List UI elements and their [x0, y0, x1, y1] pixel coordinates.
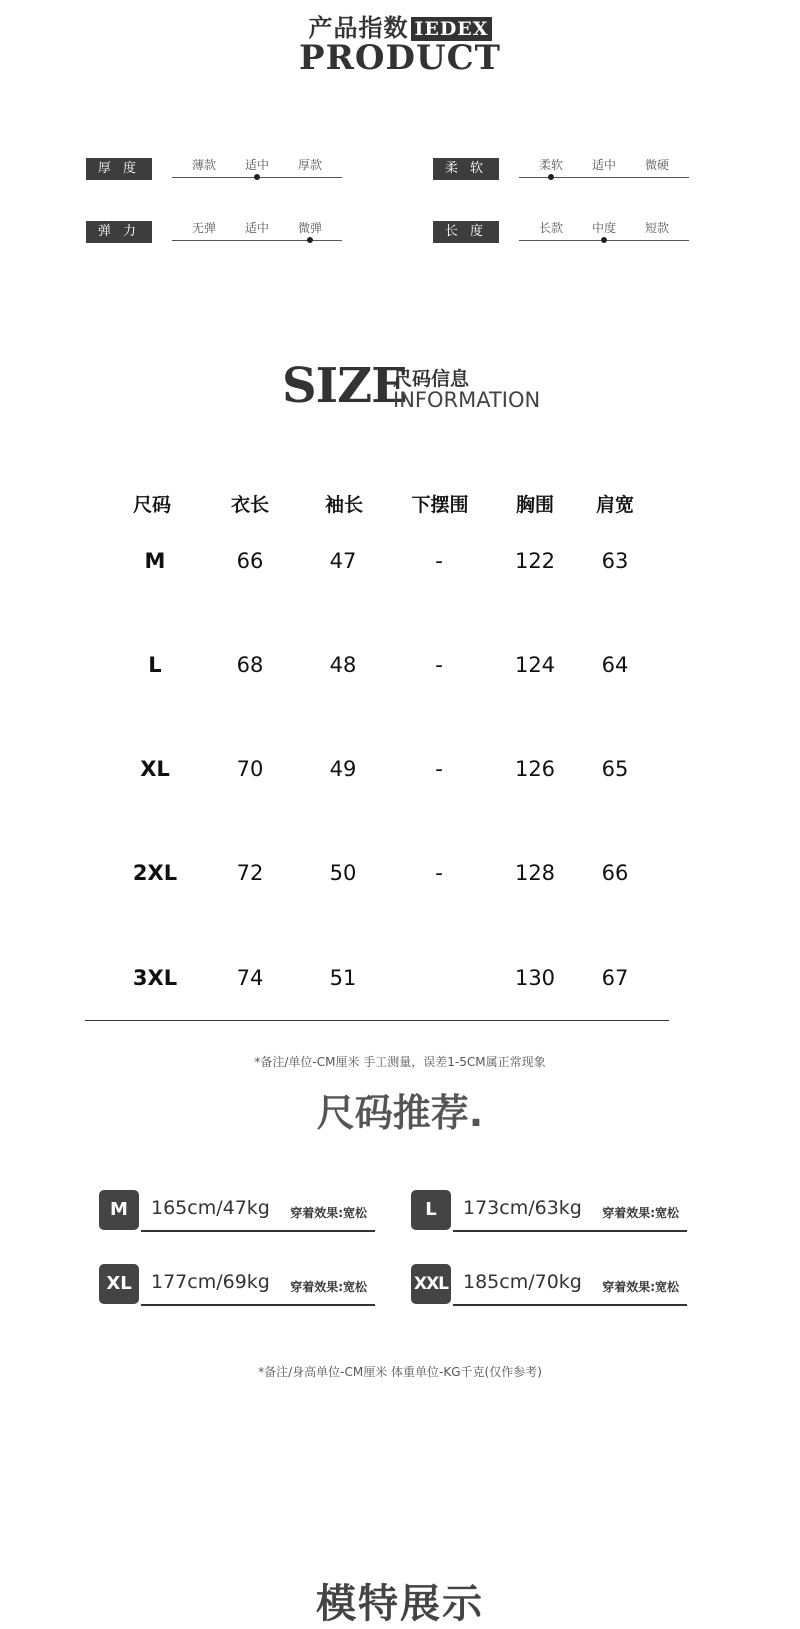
table-header: 袖长: [324, 494, 364, 516]
recommend-item-m: [99, 1190, 379, 1234]
size-title-cn: 尺码信息: [393, 368, 470, 390]
index-option: 短款: [644, 221, 670, 235]
table-cell: 130: [514, 966, 556, 990]
recommend-size-badge: L: [411, 1190, 451, 1230]
recommend-height-weight: 177cm/69kg: [151, 1271, 270, 1293]
index-scale: [519, 158, 689, 180]
recommend-title: 尺码推荐.: [316, 1091, 484, 1135]
table-cell: 128: [514, 861, 556, 885]
table-cell: 124: [514, 653, 556, 677]
index-option: 厚款: [297, 158, 323, 172]
index-option: 长款: [538, 221, 564, 235]
index-line: [519, 177, 689, 178]
table-cell: 65: [601, 757, 629, 781]
table-cell: 126: [514, 757, 556, 781]
recommend-height-weight: 165cm/47kg: [151, 1197, 270, 1219]
index-marker: [601, 237, 607, 243]
table-cell: 64: [601, 653, 629, 677]
table-header: 衣长: [230, 494, 270, 516]
index-option: 适中: [244, 158, 270, 172]
table-cell-size: 3XL: [132, 966, 178, 990]
table-cell: 70: [236, 757, 264, 781]
recommend-fit: 穿着效果:宽松: [602, 1206, 679, 1220]
recommend-size-badge: XXL: [411, 1264, 451, 1304]
table-cell: 47: [329, 549, 357, 573]
table-cell: 50: [329, 861, 357, 885]
table-cell: 49: [329, 757, 357, 781]
table-header: 下摆围: [411, 494, 469, 516]
size-title: SIZE: [282, 358, 407, 414]
table-header: 肩宽: [595, 494, 635, 516]
recommend-note: *备注/身高单位-CM厘米 体重单位-KG千克(仅作参考): [258, 1365, 542, 1379]
index-option: 柔软: [538, 158, 564, 172]
table-header: 胸围: [515, 494, 555, 516]
recommend-item-xl: [99, 1264, 379, 1308]
size-title-en: INFORMATION: [393, 388, 541, 412]
recommend-height-weight: 185cm/70kg: [463, 1271, 582, 1293]
recommend-size-badge: M: [99, 1190, 139, 1230]
index-marker: [254, 174, 260, 180]
table-cell: 66: [601, 861, 629, 885]
index-option: 微硬: [644, 158, 670, 172]
index-option: 微弹: [297, 221, 323, 235]
table-header: 尺码: [132, 494, 172, 516]
measurement-note: *备注/单位-CM厘米 手工测量，误差1-5CM属正常现象: [254, 1055, 546, 1069]
index-scale: [519, 221, 689, 243]
product-title-cn: 产品指数: [308, 14, 409, 42]
recommend-body: [453, 1264, 687, 1306]
table-cell: 48: [329, 653, 357, 677]
index-option: 无弹: [191, 221, 217, 235]
table-cell: 66: [236, 549, 264, 573]
index-option: 适中: [591, 158, 617, 172]
table-cell: 63: [601, 549, 629, 573]
recommend-fit: 穿着效果:宽松: [602, 1280, 679, 1294]
table-cell: 67: [601, 966, 629, 990]
index-scale: [172, 221, 342, 243]
recommend-fit: 穿着效果:宽松: [290, 1280, 367, 1294]
table-cell: 74: [236, 966, 264, 990]
recommend-fit: 穿着效果:宽松: [290, 1206, 367, 1220]
index-marker: [548, 174, 554, 180]
table-cell: -: [435, 861, 443, 885]
index-marker: [307, 237, 313, 243]
table-cell-size: XL: [140, 757, 170, 781]
recommend-body: [141, 1264, 375, 1306]
table-cell: -: [435, 653, 443, 677]
index-label: 长 度: [433, 221, 499, 243]
recommend-body: [453, 1190, 687, 1232]
table-cell: 72: [236, 861, 264, 885]
recommend-item-xxl: [411, 1264, 691, 1308]
index-scale: [172, 158, 342, 180]
table-cell-size: 2XL: [132, 861, 178, 885]
table-cell: -: [435, 549, 443, 573]
table-cell: 68: [236, 653, 264, 677]
table-cell-size: M: [144, 549, 166, 573]
index-option: 薄款: [191, 158, 217, 172]
recommend-item-l: [411, 1190, 691, 1234]
index-label: 厚 度: [86, 158, 152, 180]
model-section-title: 模特展示: [316, 1581, 484, 1627]
table-cell: 122: [514, 549, 556, 573]
index-option: 中度: [591, 221, 617, 235]
index-label: 柔 软: [433, 158, 499, 180]
index-option: 适中: [244, 221, 270, 235]
table-cell-size: L: [148, 653, 162, 677]
product-title-en: PRODUCT: [299, 38, 501, 78]
recommend-body: [141, 1190, 375, 1232]
table-cell: -: [435, 757, 443, 781]
recommend-size-badge: XL: [99, 1264, 139, 1304]
index-line: [172, 240, 342, 241]
index-badge: IEDEX: [411, 17, 491, 41]
table-cell: 51: [329, 966, 357, 990]
index-label: 弹 力: [86, 221, 152, 243]
recommend-height-weight: 173cm/63kg: [463, 1197, 582, 1219]
table-divider: [85, 1020, 669, 1021]
